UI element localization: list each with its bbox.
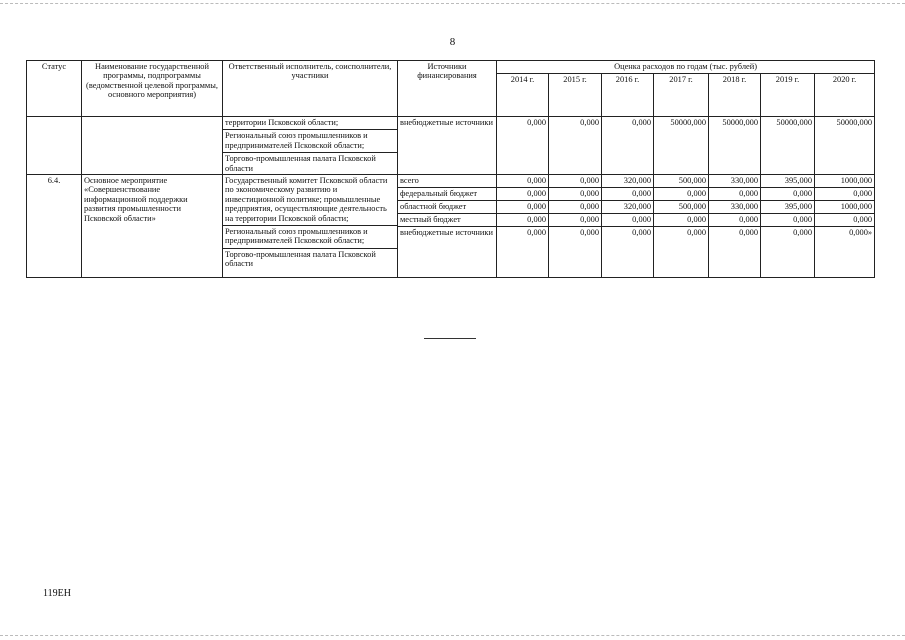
- value-cell: 0,000: [761, 188, 815, 201]
- value-cell: 0,000: [549, 214, 602, 227]
- value-cell: 0,000: [497, 175, 549, 188]
- value-cell: 0,000: [497, 188, 549, 201]
- scan-edge-top: [0, 3, 905, 4]
- header-costs: Оценка расходов по годам (тыс. рублей): [497, 61, 875, 74]
- value-cell: 0,000: [497, 117, 549, 175]
- source-cell: внебюджетные источники: [398, 117, 497, 175]
- header-sources: Источники финансирования: [398, 61, 497, 117]
- value-cell: 0,000»: [815, 227, 875, 278]
- value-cell: 0,000: [602, 117, 654, 175]
- header-year: 2018 г.: [709, 74, 761, 117]
- source-cell: всего: [398, 175, 497, 188]
- value-cell: 0,000: [654, 188, 709, 201]
- value-cell: 0,000: [549, 175, 602, 188]
- value-cell: 50000,000: [815, 117, 875, 175]
- table-row-continuation: [27, 117, 875, 175]
- value-cell: 395,000: [761, 201, 815, 214]
- footer-code: 119ЕН: [43, 588, 71, 599]
- value-cell: 320,000: [602, 175, 654, 188]
- value-cell: 50000,000: [761, 117, 815, 175]
- table-row: [27, 175, 875, 188]
- executor-cell: [223, 175, 398, 278]
- executor-line: Региональный союз промышленников и предпринимателей Псковской области;: [223, 225, 397, 246]
- scan-edge-bottom: [0, 635, 905, 636]
- value-cell: 320,000: [602, 201, 654, 214]
- executor-line: территории Псковской области;: [225, 118, 339, 127]
- page-number: 8: [449, 36, 456, 48]
- status-cell: 6.4.: [27, 175, 82, 278]
- program-cell: [82, 117, 223, 175]
- value-cell: 0,000: [497, 227, 549, 278]
- value-cell: 500,000: [654, 175, 709, 188]
- value-cell: 0,000: [549, 201, 602, 214]
- header-year: 2020 г.: [815, 74, 875, 117]
- header-status: Статус: [27, 61, 82, 117]
- value-cell: 0,000: [497, 201, 549, 214]
- header-year: 2019 г.: [761, 74, 815, 117]
- executor-line: Государственный комитет Псковской области по экономическому развитию и инвестиционной политике; промышленные предприятия, осуществляющие деятельность на территории Псковской области;: [225, 176, 388, 223]
- value-cell: 0,000: [709, 227, 761, 278]
- executor-cell: [223, 117, 398, 175]
- value-cell: 0,000: [549, 227, 602, 278]
- value-cell: 0,000: [654, 214, 709, 227]
- source-cell: внебюджетные источники: [398, 227, 497, 278]
- executor-line: Региональный союз промышленников и предпринимателей Псковской области;: [223, 129, 397, 150]
- value-cell: 0,000: [815, 188, 875, 201]
- value-cell: 50000,000: [709, 117, 761, 175]
- header-year: 2015 г.: [549, 74, 602, 117]
- source-cell: федеральный бюджет: [398, 188, 497, 201]
- value-cell: 395,000: [761, 175, 815, 188]
- value-cell: 0,000: [761, 214, 815, 227]
- value-cell: 50000,000: [654, 117, 709, 175]
- executor-line: Торгово-промышленная палата Псковской области: [223, 248, 397, 269]
- value-cell: 0,000: [497, 214, 549, 227]
- status-cell: [27, 117, 82, 175]
- value-cell: 330,000: [709, 201, 761, 214]
- value-cell: 0,000: [602, 227, 654, 278]
- header-program: Наименование государственной программы, подпрограммы (ведомственной целевой программы, основного мероприятия): [82, 61, 223, 117]
- value-cell: 500,000: [654, 201, 709, 214]
- value-cell: 0,000: [709, 188, 761, 201]
- value-cell: 0,000: [602, 188, 654, 201]
- value-cell: 0,000: [549, 117, 602, 175]
- budget-table: [26, 60, 875, 278]
- program-cell: Основное мероприятие «Совершенствование информационной поддержки развития промышленности Псковской области»: [82, 175, 223, 278]
- executor-line: Торгово-промышленная палата Псковской области: [223, 152, 397, 173]
- separator-line: [424, 338, 476, 339]
- value-cell: 0,000: [815, 214, 875, 227]
- source-cell: областной бюджет: [398, 201, 497, 214]
- value-cell: 0,000: [549, 188, 602, 201]
- value-cell: 0,000: [709, 214, 761, 227]
- header-year: 2017 г.: [654, 74, 709, 117]
- value-cell: 1000,000: [815, 175, 875, 188]
- value-cell: 0,000: [761, 227, 815, 278]
- value-cell: 0,000: [654, 227, 709, 278]
- table-header: [27, 61, 875, 117]
- value-cell: 1000,000: [815, 201, 875, 214]
- header-executor: Ответственный исполнитель, соисполнители, участники: [223, 61, 398, 117]
- value-cell: 330,000: [709, 175, 761, 188]
- header-year: 2016 г.: [602, 74, 654, 117]
- source-cell: местный бюджет: [398, 214, 497, 227]
- value-cell: 0,000: [602, 214, 654, 227]
- header-year: 2014 г.: [497, 74, 549, 117]
